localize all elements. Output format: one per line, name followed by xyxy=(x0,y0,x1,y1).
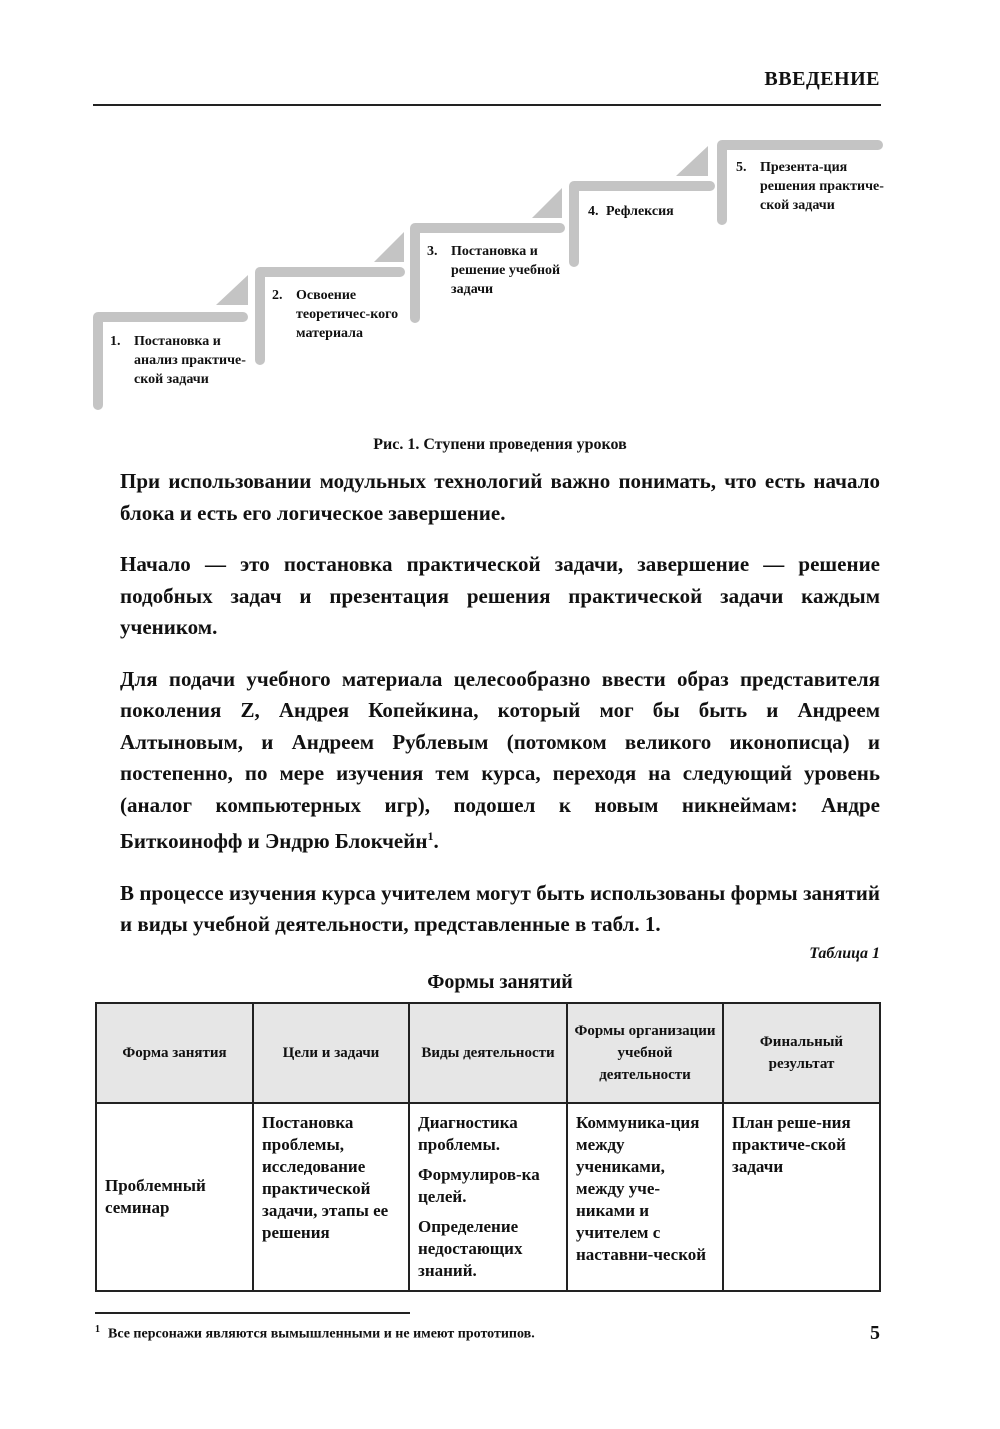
footnote-reference[interactable]: 1 xyxy=(427,829,434,843)
column-header: Формы организации учебной деятельности xyxy=(567,1003,723,1103)
paragraph: Начало — это постановка практической задачи, завершение — решение подобных задач и презентация решения практической задачи каждым учеником. xyxy=(120,552,880,639)
table-row xyxy=(96,1103,880,1291)
table-title: Формы занятий xyxy=(427,970,573,993)
figure-caption: Рис. 1. Ступени проведения уроков xyxy=(373,436,627,453)
step-4-label xyxy=(588,202,713,221)
cell-form: Проблемный семинар xyxy=(96,1103,253,1291)
footnote xyxy=(95,1324,880,1343)
paragraph: В процессе изучения курса учителем могут быть использованы формы занятий и виды учебной деятельности, представленные в табл. 1. xyxy=(120,880,880,936)
column-header: Цели и задачи xyxy=(253,1003,409,1103)
cell-goals: Постановка проблемы, исследование практической задачи, этапы ее решения xyxy=(253,1103,409,1291)
step-text: Презента-ция решения практиче-ской задачи xyxy=(760,160,884,213)
step-number: 4. xyxy=(588,204,599,219)
step-2-label xyxy=(272,286,407,343)
step-number: 2. xyxy=(272,288,283,303)
footnote-text: Все персонажи являются вымышленными и не имеют прототипов. xyxy=(108,1326,535,1342)
forms-table xyxy=(95,1002,881,1292)
paragraph: Для подачи учебного материала целесообразно ввести образ представителя поколения Z, Андрея Копейкина, который мог бы быть и Андреем Алтыновым, и Андреем Рублевым (потомком великого иконописца) и постепенно, по мере изучения тем курса, переходя на следующий уровень (аналог компьютерных игр), подошел к новым никнеймам: Андре Биткоинофф и Эндрю Блокчейн$^1$. xyxy=(120,666,880,853)
page-number: 5 xyxy=(870,1322,880,1344)
body-flow xyxy=(95,466,880,1342)
footnote-number: 1 xyxy=(95,1323,100,1335)
column-header: Финальный результат xyxy=(723,1003,880,1103)
step-number: 1. xyxy=(110,334,121,349)
step-text: Освоение теоретичес-кого материала xyxy=(296,288,399,341)
step-3-label xyxy=(427,242,565,299)
step-text: Постановка и анализ практиче-ской задачи xyxy=(134,334,246,387)
table-header-row xyxy=(96,1003,880,1103)
activity-item: Диагностика проблемы. xyxy=(418,1112,518,1154)
table-number: Таблица 1 xyxy=(809,944,880,962)
column-header: Форма занятия xyxy=(96,1003,253,1103)
cell-activities xyxy=(409,1103,567,1291)
section-header: ВВЕДЕНИЕ xyxy=(764,68,880,90)
cell-result: План реше-ния практиче-ской задачи xyxy=(723,1103,880,1291)
step-2-triangle xyxy=(374,232,404,262)
activity-item: Определение недостающих знаний. xyxy=(418,1216,523,1280)
step-number: 3. xyxy=(427,244,438,259)
cell-organization: Коммуника-ция между учениками, между уче-никами и учителем с наставни-ческой xyxy=(567,1103,723,1291)
step-number: 5. xyxy=(736,160,747,175)
paragraph: При использовании модульных технологий важно понимать, что есть начало блока и есть его логическое завершение. xyxy=(120,469,880,525)
step-5-label xyxy=(736,158,886,215)
step-text: Постановка и решение учебной задачи xyxy=(451,244,561,297)
step-4-shape xyxy=(574,186,710,262)
paragraph-body: Для подачи учебного материала целесообразно ввести образ представителя поколения Z, Андрея Копейкина, который мог бы быть и Андреем Алтыновым, и Андреем Рублевым (потомком великого иконописца) и постепенно, по мере изучения тем курса, переходя на следующий уровень (аналог компьютерных игр), подошел к новым никнеймам: Андре Биткоинофф и Эндрю Блокчейн xyxy=(120,666,880,853)
footnote-rule xyxy=(95,1312,410,1314)
activity-item: Формулиров-ка целей. xyxy=(418,1164,540,1206)
step-4-triangle xyxy=(676,146,708,176)
step-1-label xyxy=(110,332,246,389)
step-1-triangle xyxy=(216,275,248,305)
column-header: Виды деятельности xyxy=(409,1003,567,1103)
step-text: Рефлексия xyxy=(606,204,674,219)
step-3-triangle xyxy=(532,188,562,218)
